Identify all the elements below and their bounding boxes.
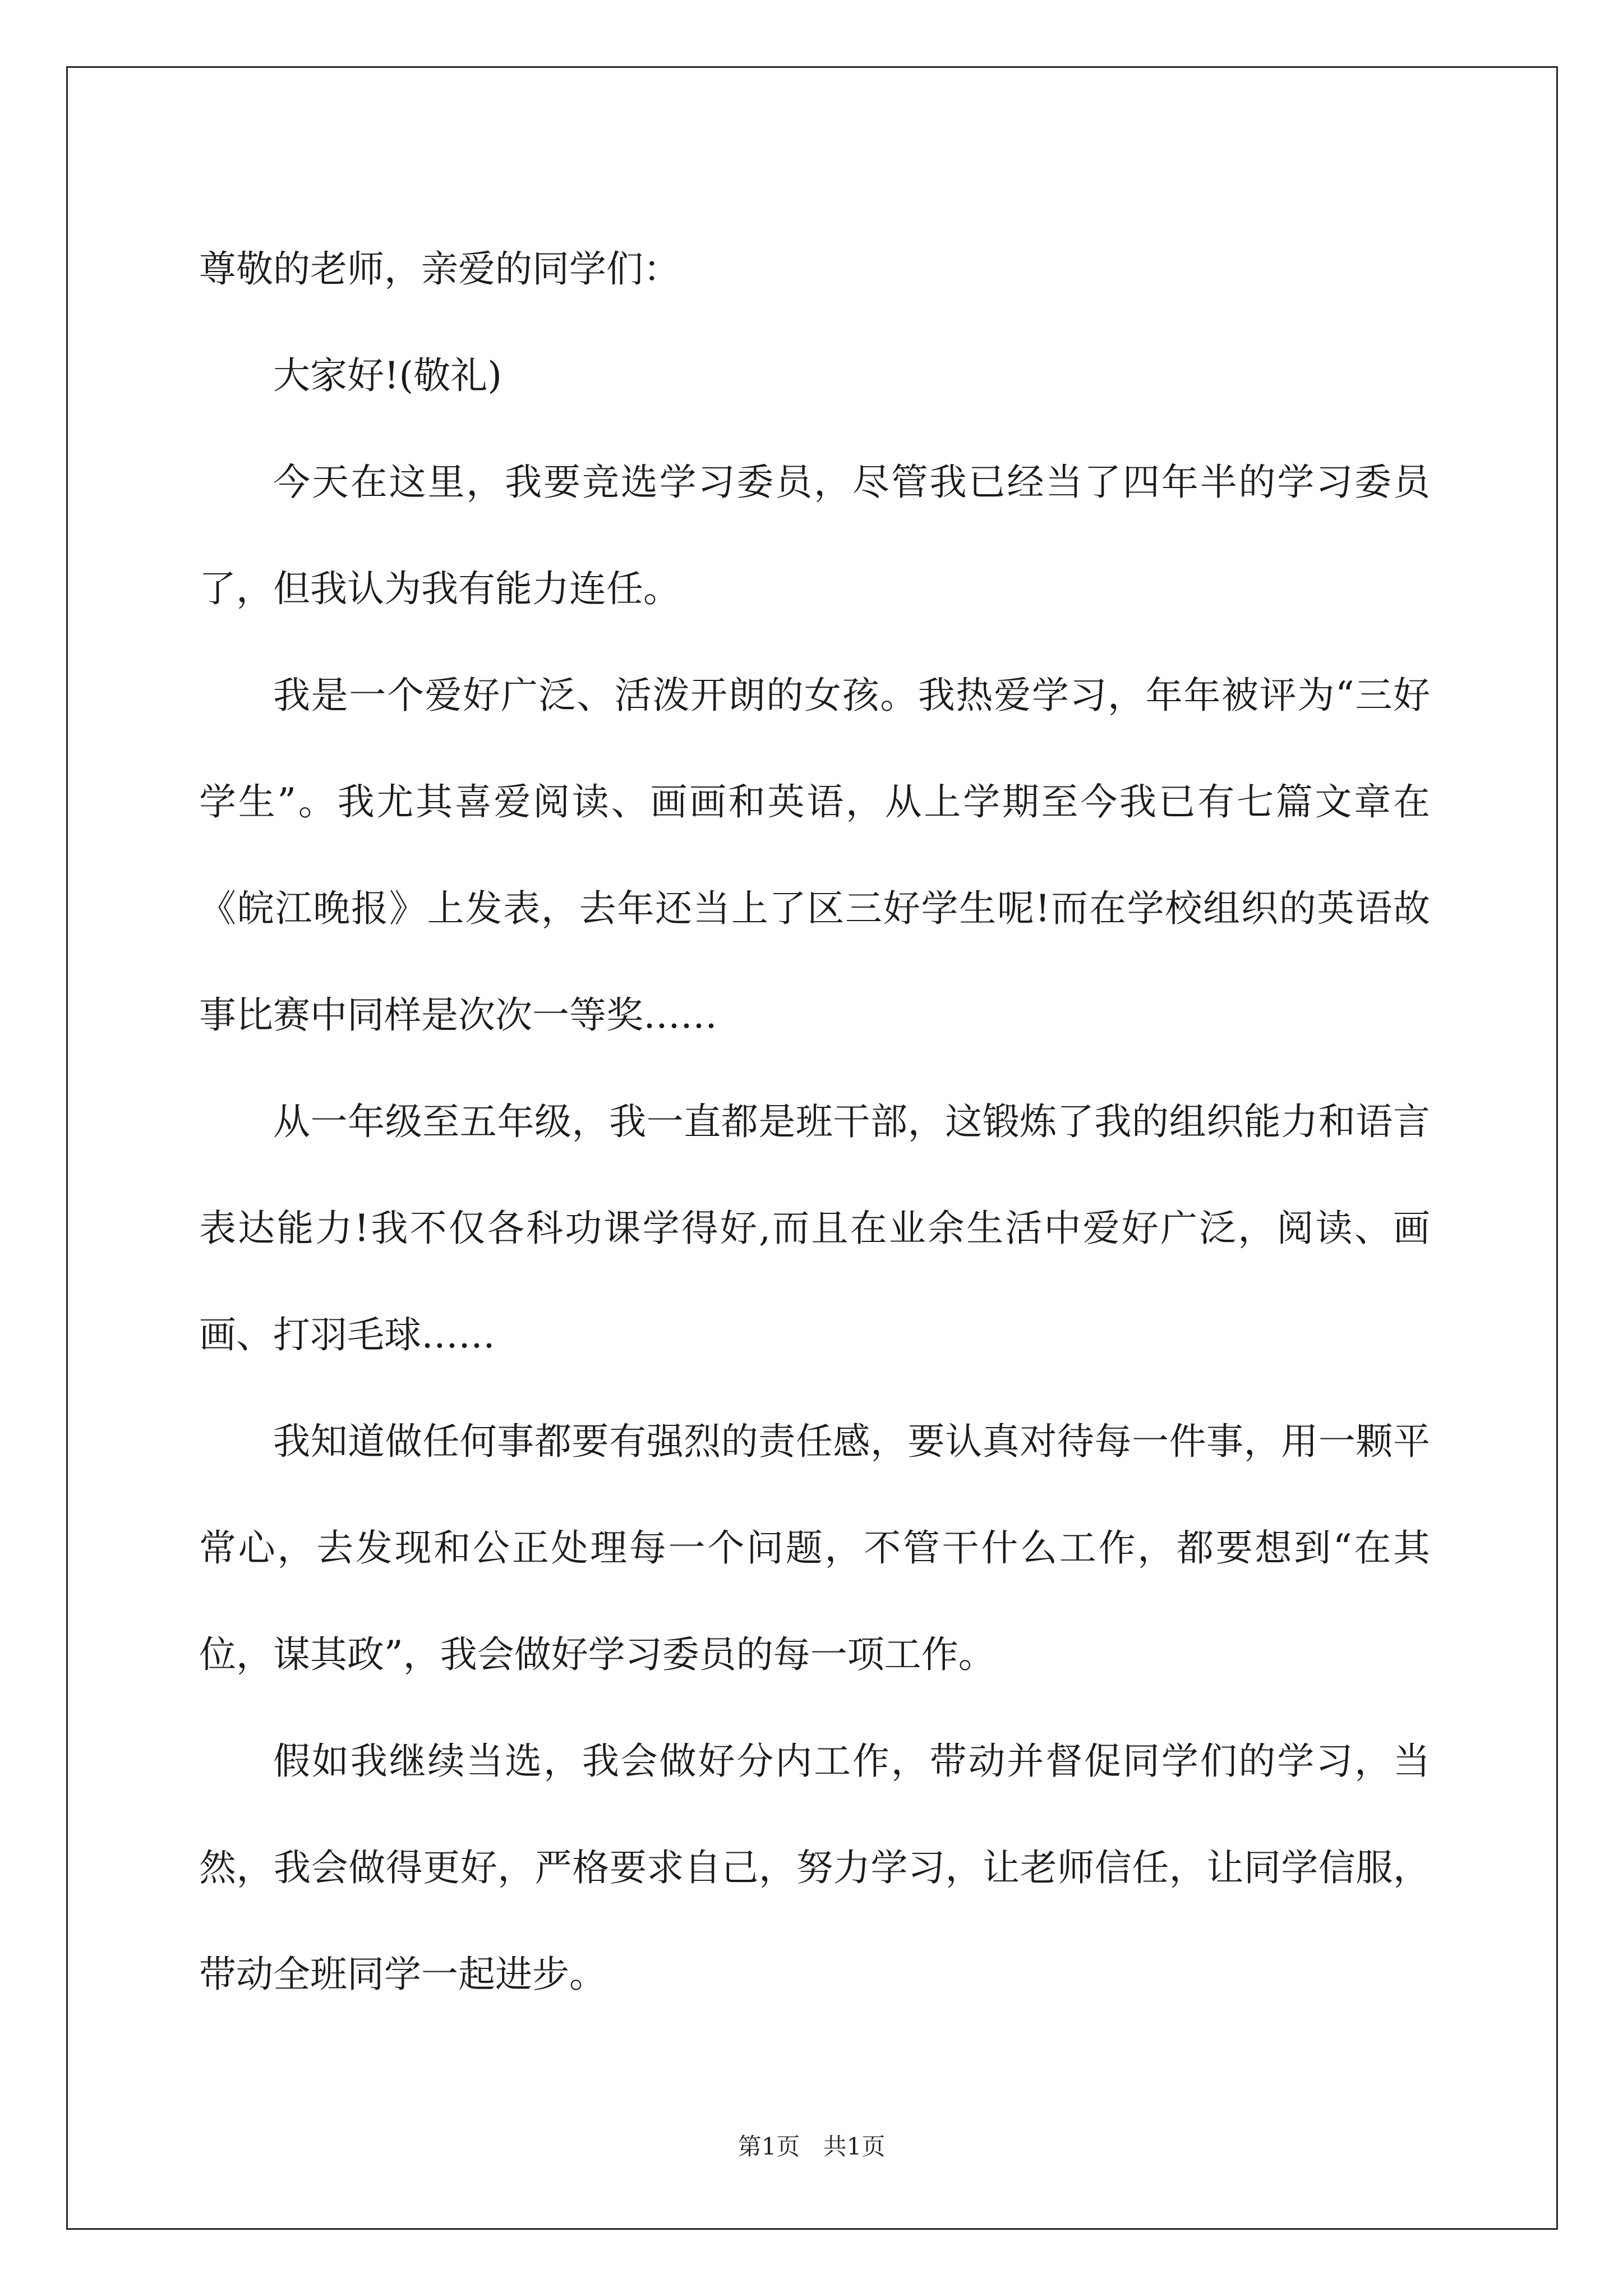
page-total: 共1页 [823, 2133, 886, 2160]
paragraph-greeting: 大家好!(敬礼) [273, 354, 502, 397]
paragraph-intro: 今天在这里，我要竞选学习委员，尽管我已经当了四年半的学习委员了，但我认为我有能力连任。 [199, 461, 1430, 610]
salutation: 尊敬的老师，亲爱的同学们： [199, 247, 680, 291]
paragraph-promise: 假如我继续当选，我会做好分内工作，带动并督促同学们的学习，当然，我会做得更好，严格要求自己，努力学习，让老师信任，让同学信服，带动全班同学一起进步。 [199, 1740, 1430, 1996]
page-footer [0, 2130, 1623, 2164]
paragraph-experience: 从一年级至五年级，我一直都是班干部，这锻炼了我的组织能力和语言表达能力!我不仅各科功课学得好,而且在业余生活中爱好广泛，阅读、画画、打羽毛球…… [199, 1100, 1430, 1356]
document-body [199, 216, 1430, 2028]
paragraph-personality: 我是一个爱好广泛、活泼开朗的女孩。我热爱学习，年年被评为“三好学生”。我尤其喜爱阅读、画画和英语，从上学期至今我已有七篇文章在《皖江晚报》上发表，去年还当上了区三好学生呢!而在学校组织的英语故事比赛中同样是次次一等奖…… [199, 674, 1430, 1037]
page-number: 第1页 [737, 2133, 800, 2160]
paragraph-responsibility: 我知道做任何事都要有强烈的责任感，要认真对待每一件事，用一颗平常心，去发现和公正处理每一个问题，不管干什么工作，都要想到“在其位，谋其政”，我会做好学习委员的每一项工作。 [199, 1420, 1430, 1676]
